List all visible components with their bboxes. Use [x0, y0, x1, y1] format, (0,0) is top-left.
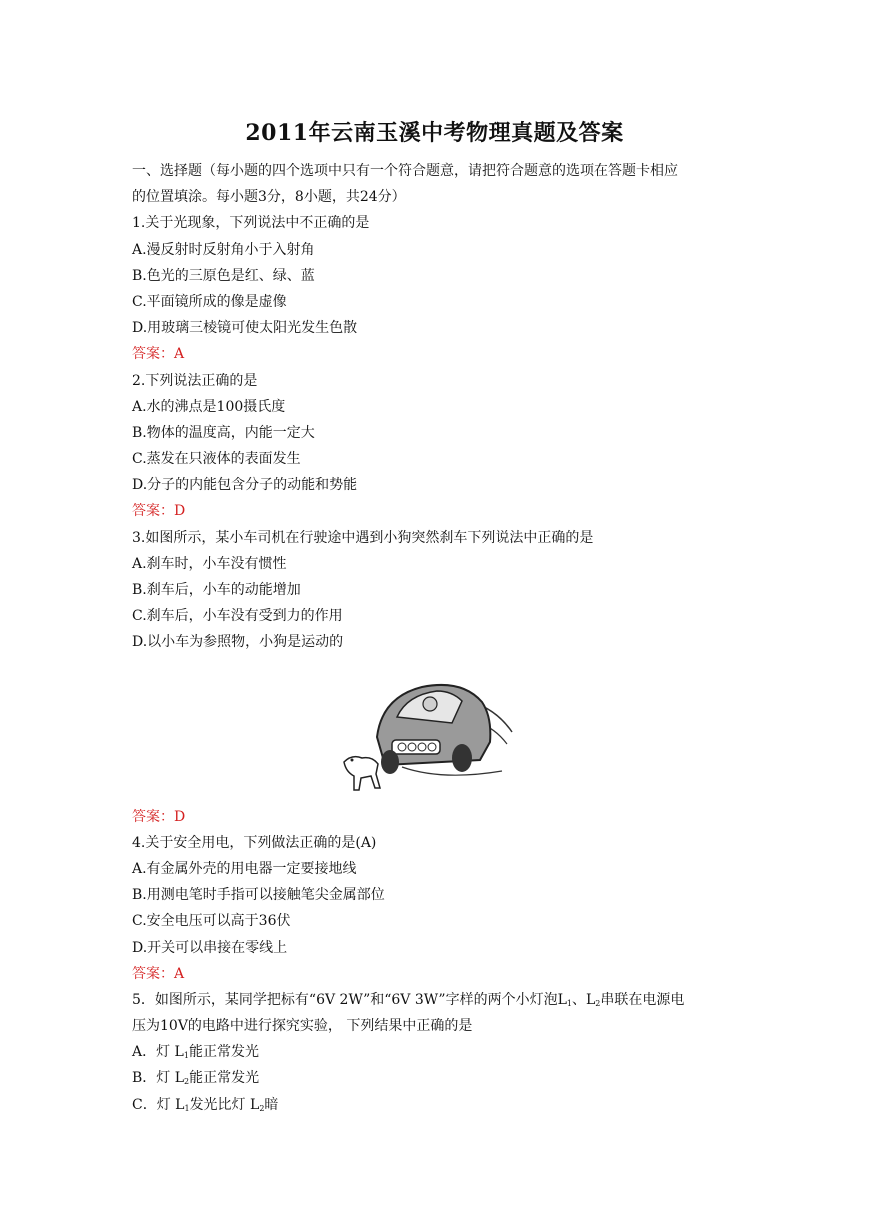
question-1-answer: 答案：A	[132, 346, 185, 363]
document-title: 2011年云南玉溪中考物理真题及答案	[245, 120, 624, 146]
document-body	[132, 158, 742, 1118]
question-1-option-c: C.平面镜所成的像是虚像	[132, 293, 287, 310]
section-header-cont: 的位置填涂。每小题3分，8小题，共24分）	[132, 189, 406, 206]
question-4-option-a: A.有金属外壳的用电器一定要接地线	[132, 860, 357, 877]
question-5-option-b: B．灯 $L_2$能正常发光	[132, 1070, 260, 1087]
question-3-option-b: B.刹车后，小车的动能增加	[132, 582, 301, 598]
question-4-option-b: B.用测电笔时手指可以接触笔尖金属部位	[132, 887, 385, 904]
question-1-option-b: B.色光的三原色是红、绿、蓝	[132, 267, 315, 284]
question-4-option-c: C.安全电压可以高于36伏	[132, 913, 291, 930]
question-3-answer: 答案：D	[132, 808, 186, 825]
section-header: 一、选择题（每小题的四个选项中只有一个符合题意，请把符合题意的选项在答题卡相应	[132, 163, 678, 179]
question-1-stem: 1.关于光现象，下列说法中不正确的是	[132, 215, 370, 232]
question-5-option-a: A．灯 $L_1$能正常发光	[132, 1044, 259, 1061]
question-5-option-c: C．灯 $L_1$发光比灯 $L_2$暗	[132, 1096, 279, 1113]
car-dog-figure	[132, 656, 742, 804]
question-2-option-d: D.分子的内能包含分子的动能和势能	[132, 477, 358, 494]
question-2-stem: 2.下列说法正确的是	[132, 372, 258, 389]
question-5-stem-cont: 压为10V的电路中进行探究实验， 下列结果中正确的是	[132, 1018, 473, 1035]
car-braking-illustration	[342, 662, 522, 792]
question-1-option-a: A.漫反射时反射角小于入射角	[132, 241, 315, 258]
question-4-stem: 4.关于安全用电，下列做法正确的是(A)	[132, 834, 377, 851]
question-4-option-d: D.开关可以串接在零线上	[132, 939, 288, 956]
question-4-answer: 答案：A	[132, 965, 185, 982]
question-5-stem: 5．如图所示，某同学把标有“6V 2W”和“6V 3W”字样的两个小灯泡$L_1$、$L_2$串联在电源电	[132, 991, 685, 1008]
question-1-option-d: D.用玻璃三棱镜可使太阳光发生色散	[132, 320, 358, 337]
question-3-option-d: D.以小车为参照物，小狗是运动的	[132, 634, 344, 651]
question-3-stem: 3.如图所示，某小车司机在行驶途中遇到小狗突然刹车下列说法中正确的是	[132, 529, 594, 546]
question-3-option-c: C.刹车后，小车没有受到力的作用	[132, 608, 343, 625]
question-2-option-c: C.蒸发在只液体的表面发生	[132, 451, 301, 468]
question-2-answer: 答案：D	[132, 503, 186, 520]
question-2-option-a: A.水的沸点是100摄氏度	[132, 398, 286, 415]
question-2-option-b: B.物体的温度高，内能一定大	[132, 424, 315, 441]
question-3-option-a: A.刹车时，小车没有惯性	[132, 555, 287, 572]
